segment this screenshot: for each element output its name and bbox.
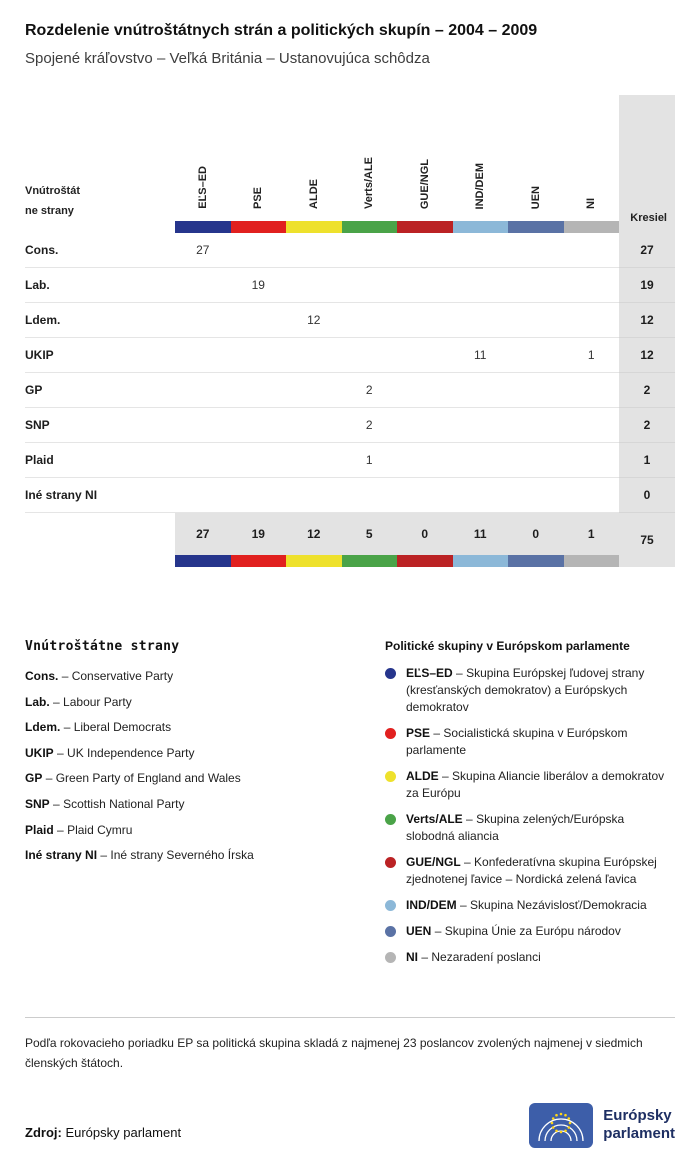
group-description: Konfederatívna skupina Európskej zjednotenej ľavice – Nordická zelená ľavica bbox=[406, 855, 657, 887]
party-name: GP bbox=[25, 373, 175, 408]
corner-label: Vnútroštátne strany bbox=[25, 185, 80, 217]
page-footer bbox=[25, 1103, 675, 1162]
group-color-dot bbox=[385, 952, 396, 963]
cell bbox=[508, 303, 564, 338]
group-color-bar bbox=[342, 221, 398, 233]
page-title: Rozdelenie vnútroštátnych strán a politických skupín – 2004 – 2009 bbox=[25, 22, 538, 39]
legend-party-item bbox=[25, 771, 385, 787]
totals-empty-cell bbox=[25, 513, 175, 567]
legend-group-text bbox=[406, 725, 675, 759]
legend-group-text bbox=[406, 949, 541, 966]
cell bbox=[453, 303, 509, 338]
row-seats: 12 bbox=[619, 338, 675, 373]
group-abbr: GUE/NGL bbox=[406, 855, 461, 870]
total-value: 0 bbox=[532, 527, 540, 541]
cell bbox=[342, 478, 398, 513]
total-value: 12 bbox=[307, 527, 321, 541]
total-cell bbox=[453, 513, 509, 567]
group-color-dot bbox=[385, 728, 396, 739]
legend-separator: – bbox=[421, 950, 429, 965]
cell bbox=[286, 233, 342, 268]
party-full-name: Iné strany Severného Írska bbox=[110, 848, 254, 863]
cell bbox=[508, 233, 564, 268]
party-full-name: Conservative Party bbox=[71, 669, 174, 683]
total-cell bbox=[175, 513, 231, 567]
cell bbox=[397, 408, 453, 443]
cell bbox=[342, 338, 398, 373]
ep-logo-text bbox=[603, 1107, 675, 1143]
legend-party-item bbox=[25, 823, 385, 839]
party-abbr: Cons. bbox=[25, 669, 59, 683]
cell bbox=[231, 303, 287, 338]
group-abbr: PSE bbox=[406, 726, 431, 741]
cell bbox=[397, 303, 453, 338]
cell bbox=[564, 443, 620, 478]
column-header-pse bbox=[231, 95, 287, 233]
column-header-gue-ngl bbox=[397, 95, 453, 233]
cell bbox=[508, 373, 564, 408]
row-seats: 2 bbox=[619, 408, 675, 443]
cell bbox=[564, 233, 620, 268]
party-name: Lab. bbox=[25, 268, 175, 303]
total-cell bbox=[397, 513, 453, 567]
legend-group-item bbox=[385, 768, 675, 802]
cell bbox=[564, 373, 620, 408]
cell: 19 bbox=[231, 268, 287, 303]
legend-party-item bbox=[25, 746, 385, 762]
cell bbox=[397, 443, 453, 478]
cell bbox=[508, 443, 564, 478]
cell bbox=[175, 373, 231, 408]
total-value: 1 bbox=[587, 527, 595, 541]
cell bbox=[175, 478, 231, 513]
legend-separator: – bbox=[464, 855, 471, 870]
party-abbr: Iné strany NI bbox=[25, 848, 98, 863]
group-description: Socialistická skupina v Európskom parlamente bbox=[406, 726, 628, 758]
party-abbr: GP bbox=[25, 771, 43, 786]
group-color-bar bbox=[231, 555, 287, 567]
column-header-ni bbox=[564, 95, 620, 233]
group-label: EĽS–ED bbox=[196, 166, 209, 209]
legend-parties bbox=[25, 639, 385, 975]
group-label: NI bbox=[585, 198, 598, 209]
group-color-bar bbox=[342, 555, 398, 567]
cell bbox=[397, 268, 453, 303]
legend-group-item bbox=[385, 949, 675, 966]
legend-separator: – bbox=[63, 720, 71, 735]
cell bbox=[508, 268, 564, 303]
cell bbox=[453, 373, 509, 408]
cell bbox=[231, 338, 287, 373]
group-description: Skupina Aliancie liberálov a demokratov za Európu bbox=[406, 769, 665, 801]
source-value: Európsky parlament bbox=[65, 1124, 182, 1140]
table-corner-header bbox=[25, 95, 175, 233]
group-abbr: Verts/ALE bbox=[406, 812, 463, 827]
source-label: Zdroj: bbox=[25, 1124, 62, 1140]
group-description: Skupina Únie za Európu národov bbox=[444, 924, 621, 939]
legend-separator: – bbox=[434, 924, 442, 939]
cell bbox=[453, 233, 509, 268]
footnote: Podľa rokovacieho poriadku EP sa politická skupina skladá z najmenej 23 poslancov zvolených najmenej v siedmich členských štátoch. bbox=[25, 1017, 675, 1072]
cell bbox=[453, 408, 509, 443]
legend-groups bbox=[385, 639, 675, 975]
party-abbr: Ldem. bbox=[25, 720, 61, 735]
party-full-name: Liberal Democrats bbox=[73, 720, 172, 735]
legend-separator: – bbox=[57, 822, 64, 837]
group-abbr: UEN bbox=[406, 924, 432, 939]
party-full-name: Labour Party bbox=[63, 694, 132, 709]
legend-group-text bbox=[406, 768, 675, 802]
group-label: GUE/NGL bbox=[418, 158, 431, 209]
ep-logo-text-line1: Európsky bbox=[603, 1107, 672, 1125]
group-color-bar bbox=[508, 555, 564, 567]
legend-group-item bbox=[385, 665, 675, 716]
column-header-alde bbox=[286, 95, 342, 233]
total-value: 5 bbox=[365, 527, 373, 541]
cell bbox=[342, 233, 398, 268]
group-label: Verts/ALE bbox=[363, 157, 376, 209]
group-label: IND/DEM bbox=[474, 162, 487, 209]
group-label: UEN bbox=[529, 185, 542, 209]
cell bbox=[175, 303, 231, 338]
cell bbox=[231, 478, 287, 513]
ep-logo-icon bbox=[529, 1103, 593, 1148]
group-abbr: ALDE bbox=[406, 769, 439, 784]
legend-group-text bbox=[406, 897, 647, 914]
group-description: Skupina Európskej ľudovej strany (kresťanských demokratov) a Európskych demokratov bbox=[406, 666, 645, 715]
legend-group-text bbox=[406, 854, 675, 888]
ep-logo-text-line2: parlament bbox=[603, 1125, 675, 1143]
legend-separator: – bbox=[61, 669, 69, 683]
legend-group-item bbox=[385, 811, 675, 845]
party-full-name: Plaid Cymru bbox=[67, 822, 133, 837]
cell bbox=[286, 373, 342, 408]
group-color-dot bbox=[385, 900, 396, 911]
cell bbox=[564, 408, 620, 443]
cell bbox=[286, 478, 342, 513]
total-seats: 75 bbox=[619, 513, 675, 567]
party-name: Iné strany NI bbox=[25, 478, 175, 513]
party-abbr: Lab. bbox=[25, 694, 50, 709]
cell: 1 bbox=[342, 443, 398, 478]
party-abbr: UKIP bbox=[25, 745, 54, 760]
legend-separator: – bbox=[466, 812, 473, 827]
row-seats: 2 bbox=[619, 373, 675, 408]
cell bbox=[342, 268, 398, 303]
group-color-bar bbox=[175, 221, 231, 233]
seats-table bbox=[25, 95, 675, 567]
legend-group-item bbox=[385, 854, 675, 888]
group-label: ALDE bbox=[307, 179, 320, 209]
row-seats: 12 bbox=[619, 303, 675, 338]
source-line bbox=[25, 1125, 181, 1148]
cell bbox=[508, 338, 564, 373]
total-cell bbox=[286, 513, 342, 567]
group-color-bar bbox=[508, 221, 564, 233]
group-color-dot bbox=[385, 926, 396, 937]
group-color-dot bbox=[385, 814, 396, 825]
legend-separator: – bbox=[53, 694, 60, 709]
legend-group-text bbox=[406, 811, 675, 845]
group-color-bar bbox=[453, 221, 509, 233]
group-color-dot bbox=[385, 857, 396, 868]
total-cell bbox=[231, 513, 287, 567]
group-color-bar bbox=[453, 555, 509, 567]
cell bbox=[286, 338, 342, 373]
group-color-dot bbox=[385, 668, 396, 679]
page-subtitle: Spojené kráľovstvo – Veľká Británia – Ustanovujúca schôdza bbox=[25, 50, 430, 67]
column-header-els-ed bbox=[175, 95, 231, 233]
column-header-seats: Kresiel bbox=[619, 95, 675, 233]
group-color-dot bbox=[385, 771, 396, 782]
legend-separator: – bbox=[45, 771, 53, 786]
cell bbox=[175, 443, 231, 478]
legend-group-item bbox=[385, 923, 675, 940]
cell: 2 bbox=[342, 373, 398, 408]
cell: 1 bbox=[564, 338, 620, 373]
group-color-bar bbox=[286, 555, 342, 567]
cell: 2 bbox=[342, 408, 398, 443]
total-value: 19 bbox=[251, 527, 265, 541]
cell bbox=[231, 233, 287, 268]
row-seats: 19 bbox=[619, 268, 675, 303]
cell: 27 bbox=[175, 233, 231, 268]
party-abbr: SNP bbox=[25, 796, 50, 811]
legend-separator: – bbox=[456, 666, 463, 680]
party-name: UKIP bbox=[25, 338, 175, 373]
group-color-bar bbox=[564, 221, 620, 233]
legend-party-item bbox=[25, 695, 385, 711]
legend-party-item bbox=[25, 720, 385, 736]
cell bbox=[397, 233, 453, 268]
cell bbox=[286, 268, 342, 303]
legend-section bbox=[0, 639, 700, 975]
total-cell bbox=[508, 513, 564, 567]
group-description: Nezaradení poslanci bbox=[431, 950, 541, 965]
cell bbox=[564, 303, 620, 338]
legend-separator: – bbox=[57, 745, 64, 760]
group-abbr: EĽS–ED bbox=[406, 666, 453, 680]
group-color-bar bbox=[286, 221, 342, 233]
group-description: Skupina zelených/Európska slobodná aliancia bbox=[406, 812, 625, 844]
cell bbox=[342, 303, 398, 338]
cell bbox=[231, 408, 287, 443]
cell bbox=[175, 408, 231, 443]
legend-separator: – bbox=[100, 848, 108, 863]
cell bbox=[175, 268, 231, 303]
total-value: 27 bbox=[196, 527, 210, 541]
total-value: 0 bbox=[421, 527, 429, 541]
party-abbr: Plaid bbox=[25, 822, 54, 837]
total-value: 11 bbox=[473, 527, 487, 541]
cell bbox=[231, 443, 287, 478]
group-color-bar bbox=[564, 555, 620, 567]
cell bbox=[397, 373, 453, 408]
row-seats: 27 bbox=[619, 233, 675, 268]
group-description: Skupina Nezávislosť/Demokracia bbox=[470, 898, 647, 913]
ep-logo bbox=[529, 1103, 675, 1148]
column-header-ind-dem bbox=[453, 95, 509, 233]
party-name: Plaid bbox=[25, 443, 175, 478]
cell bbox=[286, 443, 342, 478]
legend-separator: – bbox=[433, 726, 441, 741]
party-name: Cons. bbox=[25, 233, 175, 268]
party-name: SNP bbox=[25, 408, 175, 443]
cell bbox=[508, 408, 564, 443]
group-color-bar bbox=[397, 555, 453, 567]
total-cell bbox=[564, 513, 620, 567]
group-abbr: IND/DEM bbox=[406, 898, 457, 913]
legend-party-item bbox=[25, 669, 385, 685]
legend-separator: – bbox=[460, 898, 467, 913]
cell bbox=[564, 268, 620, 303]
cell bbox=[397, 478, 453, 513]
legend-parties-heading: Vnútroštátne strany bbox=[25, 639, 180, 654]
legend-group-item bbox=[385, 897, 675, 914]
cell bbox=[453, 443, 509, 478]
cell bbox=[453, 478, 509, 513]
legend-party-item bbox=[25, 848, 385, 864]
party-full-name: UK Independence Party bbox=[67, 745, 195, 760]
cell bbox=[453, 268, 509, 303]
legend-separator: – bbox=[53, 796, 60, 811]
cell bbox=[508, 478, 564, 513]
cell bbox=[564, 478, 620, 513]
cell bbox=[286, 408, 342, 443]
column-header-uen bbox=[508, 95, 564, 233]
legend-party-item bbox=[25, 797, 385, 813]
cell bbox=[175, 338, 231, 373]
row-seats: 0 bbox=[619, 478, 675, 513]
group-color-bar bbox=[175, 555, 231, 567]
group-abbr: NI bbox=[406, 950, 418, 965]
legend-group-item bbox=[385, 725, 675, 759]
cell bbox=[231, 373, 287, 408]
legend-group-text bbox=[406, 665, 675, 716]
party-name: Ldem. bbox=[25, 303, 175, 338]
legend-group-text bbox=[406, 923, 621, 940]
legend-groups-heading: Politické skupiny v Európskom parlamente bbox=[385, 639, 630, 653]
legend-separator: – bbox=[442, 769, 449, 784]
cell bbox=[397, 338, 453, 373]
party-full-name: Scottish National Party bbox=[63, 796, 185, 811]
column-header-verts-ale bbox=[342, 95, 398, 233]
party-full-name: Green Party of England and Wales bbox=[55, 771, 241, 786]
group-color-bar bbox=[397, 221, 453, 233]
page-header bbox=[0, 0, 700, 69]
total-cell bbox=[342, 513, 398, 567]
cell: 12 bbox=[286, 303, 342, 338]
group-color-bar bbox=[231, 221, 287, 233]
cell: 11 bbox=[453, 338, 509, 373]
row-seats: 1 bbox=[619, 443, 675, 478]
group-label: PSE bbox=[252, 186, 265, 209]
